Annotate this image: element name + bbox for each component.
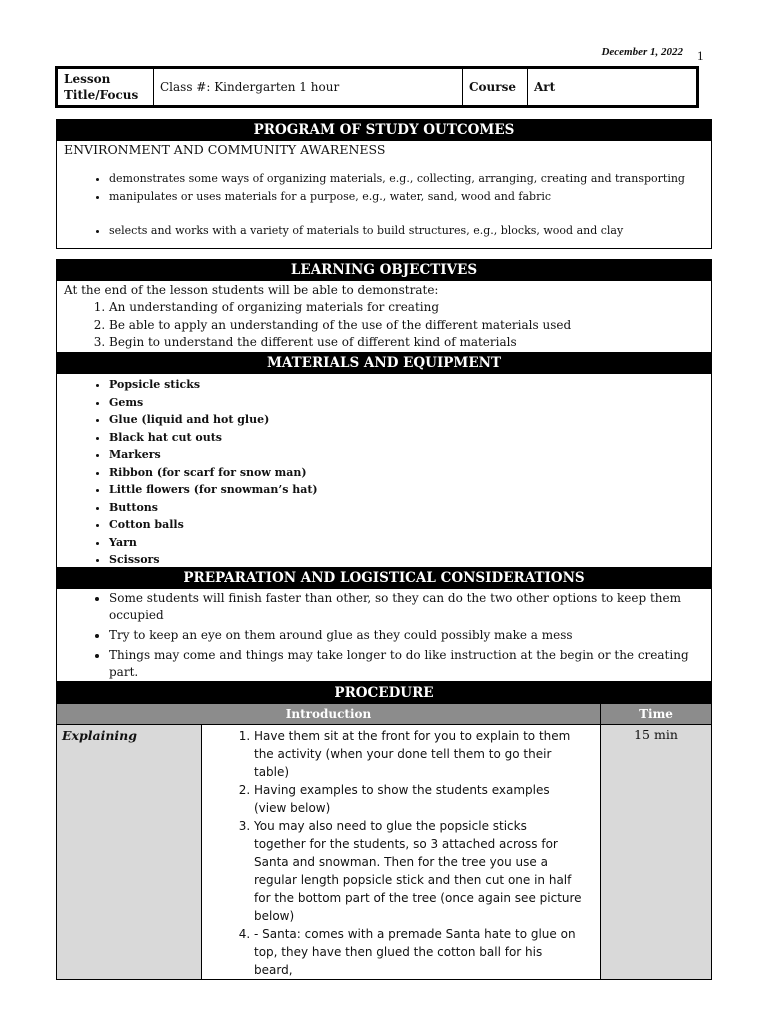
materials-title: MATERIALS AND EQUIPMENT (57, 353, 711, 374)
list-item: • Ribbon (for scarf for snow man) (109, 464, 711, 482)
procedure-intro-header: Introduction (57, 704, 601, 725)
list-item: • Some students will finish faster than other, so they can do the two other options to keep them occupied (109, 590, 711, 624)
materials-list (57, 376, 711, 569)
list-item: • Things may come and things may take longer to do like instruction at the begin or the creating part. (109, 647, 711, 681)
list-item: • Buttons (109, 499, 711, 517)
procedure-row-label: Explaining (57, 725, 202, 980)
list-item: • Little flowers (for snowman’s hat) (109, 481, 711, 499)
list-item: • Glue (liquid and hot glue) (109, 411, 711, 429)
class-text: Class #: Kindergarten 1 hour (160, 80, 340, 94)
program-subtitle: ENVIRONMENT AND COMMUNITY AWARENESS (64, 142, 386, 157)
list-item: • Yarn (109, 534, 711, 552)
procedure-table (56, 703, 712, 980)
list-item: • demonstrates some ways of organizing materials, e.g., collecting, arranging, creating and transporting (109, 170, 711, 188)
list-item: • Popsicle sticks (109, 376, 711, 394)
list-item: • manipulates or uses materials for a purpose, e.g., water, sand, wood and fabric (109, 188, 711, 206)
preparation-list (57, 590, 711, 681)
document-date: December 1, 2022 (601, 46, 683, 58)
list-item: 2. Be able to apply an understanding of the use of the different materials used (109, 317, 711, 335)
procedure-section (56, 682, 712, 980)
list-item: 4. - Santa: comes with a premade Santa hate to glue on top, they have then glued the cotton ball for his beard, (254, 925, 582, 979)
program-outcomes-section (56, 119, 712, 249)
list-item: 3. Begin to understand the different use of different kind of materials (109, 334, 711, 352)
learning-objectives-section (56, 259, 712, 352)
procedure-steps-list (202, 727, 600, 979)
list-item: • Try to keep an eye on them around glue as they could possibly make a mess (109, 627, 711, 644)
program-outcomes-title: PROGRAM OF STUDY OUTCOMES (57, 120, 711, 141)
preparation-title: PREPARATION AND LOGISTICAL CONSIDERATIONS (57, 568, 711, 589)
list-item: • Markers (109, 446, 711, 464)
preparation-section (56, 568, 712, 682)
procedure-time-header: Time (601, 704, 712, 725)
list-item: • Black hat cut outs (109, 429, 711, 447)
materials-section (56, 352, 712, 568)
list-item: • Gems (109, 394, 711, 412)
lesson-title-label: Lesson Title/Focus (58, 69, 154, 105)
program-outcomes-list (57, 170, 711, 240)
procedure-steps-cell (202, 725, 601, 980)
list-item: 1. Have them sit at the front for you to explain to them the activity (when your done tell them to go their table) (254, 727, 582, 781)
page-number: 1 (697, 48, 704, 63)
lesson-header-table (55, 66, 699, 108)
class-value (154, 69, 463, 105)
list-item: 2. Having examples to show the students examples (view below) (254, 781, 582, 817)
procedure-title: PROCEDURE (56, 682, 712, 703)
objectives-intro: At the end of the lesson students will be able to demonstrate: (64, 283, 439, 297)
list-item: • Cotton balls (109, 516, 711, 534)
course-value: Art (534, 80, 556, 94)
list-item: • Scissors (109, 551, 711, 569)
learning-objectives-title: LEARNING OBJECTIVES (57, 260, 711, 281)
list-item: • selects and works with a variety of materials to build structures, e.g., blocks, wood and clay (109, 222, 711, 240)
procedure-time-value: 15 min (601, 725, 712, 980)
objectives-list (57, 299, 711, 352)
list-item: 3. You may also need to glue the popsicle sticks together for the students, so 3 attached across for Santa and snowman. Then for the tree you use a regular length popsicle stick and then cut one in half for the bottom part of the tree (once again see picture below) (254, 817, 582, 925)
course-label: Course (463, 69, 528, 105)
list-item: 1. An understanding of organizing materials for creating (109, 299, 711, 317)
